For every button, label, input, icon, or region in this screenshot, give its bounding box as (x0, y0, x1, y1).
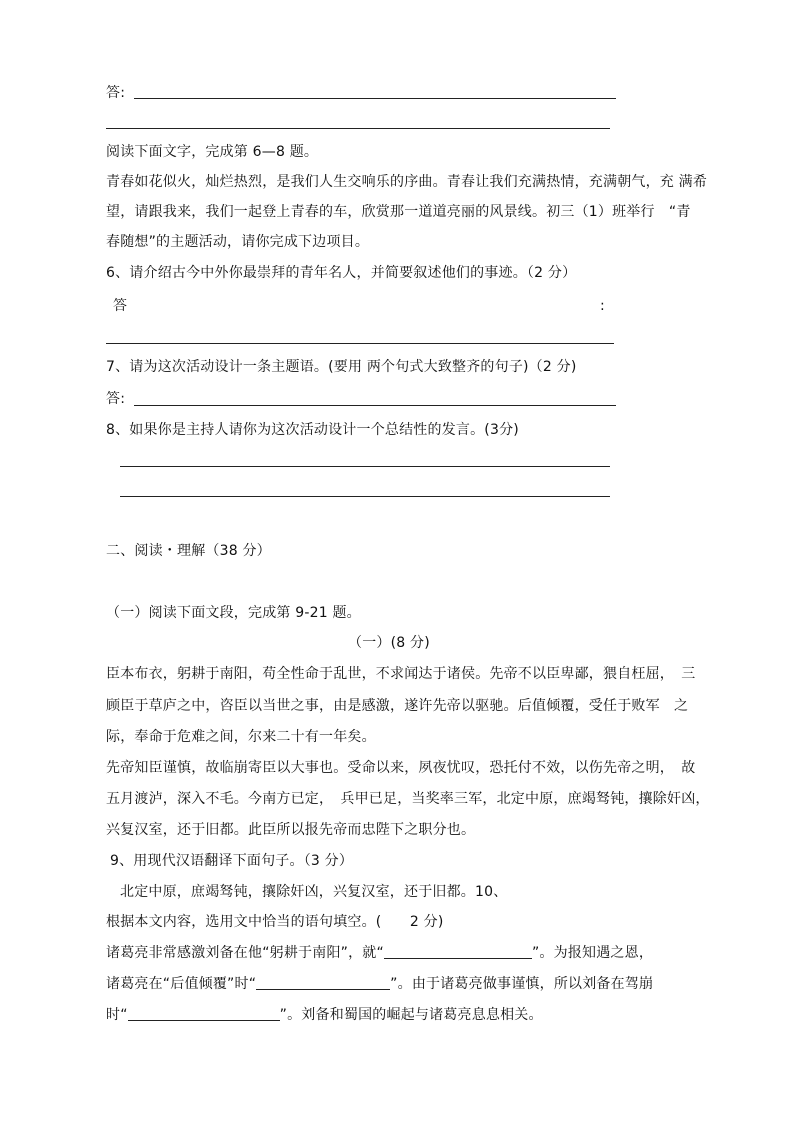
fill-blank[interactable] (384, 944, 532, 959)
question-9: 9、用现代汉语翻译下面句子。（3 分） (110, 853, 354, 869)
fill-text: 时“ (106, 1007, 128, 1023)
answer-line (106, 343, 614, 344)
section-2-title: 二、阅读・理解（38 分） (106, 543, 271, 559)
answer-line (120, 496, 610, 497)
question-7: 7、请为这次活动设计一条主题语。(要用 两个句式大致整齐的句子)（2 分) (106, 359, 577, 375)
classical-text-line: 臣本布衣，躬耕于南阳，苟全性命于乱世，不求闻达于诸侯。先帝不以臣卑鄙，猥自枉屈， 三 (106, 666, 696, 682)
q6-answer-label: 答 (113, 298, 128, 314)
fill-text: 诸葛亮在“后值倾覆”时“ (106, 976, 257, 992)
answer-line (134, 98, 616, 99)
fill-line-2 (106, 974, 653, 994)
q6-colon: : (600, 298, 605, 314)
q5-answer-label: 答: (106, 85, 126, 101)
fill-text: ”。由于诸葛亮做事谨慎，所以刘备在驾崩 (390, 976, 654, 992)
question-10: 根据本文内容，选用文中恰当的语句填空。( 2 分) (106, 914, 444, 930)
q9-sentence: 北定中原，庶竭驽钝，攘除奸凶，兴复汉室，还于旧都。10、 (120, 884, 508, 900)
part-1-subtitle: （一）(8 分) (348, 635, 430, 651)
fill-blank[interactable] (128, 1006, 280, 1021)
classical-text-line: 五月渡泸，深入不毛。今南方已定， 兵甲已足，当奖率三军，北定中原，庶竭驽钝，攘除奸凶， (106, 791, 710, 807)
fill-text: ”。刘备和蜀国的崛起与诸葛亮息息相关。 (279, 1007, 543, 1023)
question-8: 8、如果你是主持人请你为这次活动设计一个总结性的发言。(3分) (106, 422, 519, 438)
q7-answer-label: 答: (106, 391, 126, 407)
fill-blank[interactable] (256, 975, 390, 990)
fill-line-1 (106, 943, 653, 963)
answer-line (134, 405, 616, 406)
passage-line: 望，请跟我来，我们一起登上青春的车，欣赏那一道道亮丽的风景线。初三（1）班举行 “青 (106, 204, 691, 220)
passage-line: 青春如花似火，灿烂热烈，是我们人生交响乐的序曲。青春让我们充满热情，充满朝气，充 满希 (106, 174, 708, 190)
classical-text-line: 际，奉命于危难之间，尔来二十有一年矣。 (106, 729, 376, 745)
answer-line (106, 128, 610, 129)
fill-text: 诸葛亮非常感激刘备在他“躬耕于南阳”，就“ (106, 945, 384, 961)
classical-text-line: 顾臣于草庐之中，咨臣以当世之事，由是感激，遂许先帝以驱驰。后值倾覆，受任于败军 之 (106, 698, 689, 714)
classical-text-line: 先帝知臣谨慎，故临崩寄臣以大事也。受命以来，夙夜忧叹，恐托付不效，以伤先帝之明， 故 (106, 760, 696, 776)
answer-line (120, 466, 610, 467)
intro-6-8: 阅读下面文字，完成第 6—8 题。 (106, 144, 319, 160)
passage-line: 春随想”的主题活动，请你完成下边项目。 (106, 234, 370, 250)
fill-line-3 (106, 1005, 543, 1025)
fill-text: ”。为报知遇之恩， (531, 945, 654, 961)
part-1-intro: （一）阅读下面文段，完成第 9-21 题。 (106, 605, 361, 621)
question-6: 6、请介绍古今中外你最崇拜的青年名人，并简要叙述他们的事迹。（2 分） (106, 265, 577, 281)
classical-text-line: 兴复汉室，还于旧都。此臣所以报先帝而忠陛下之职分也。 (106, 822, 476, 838)
